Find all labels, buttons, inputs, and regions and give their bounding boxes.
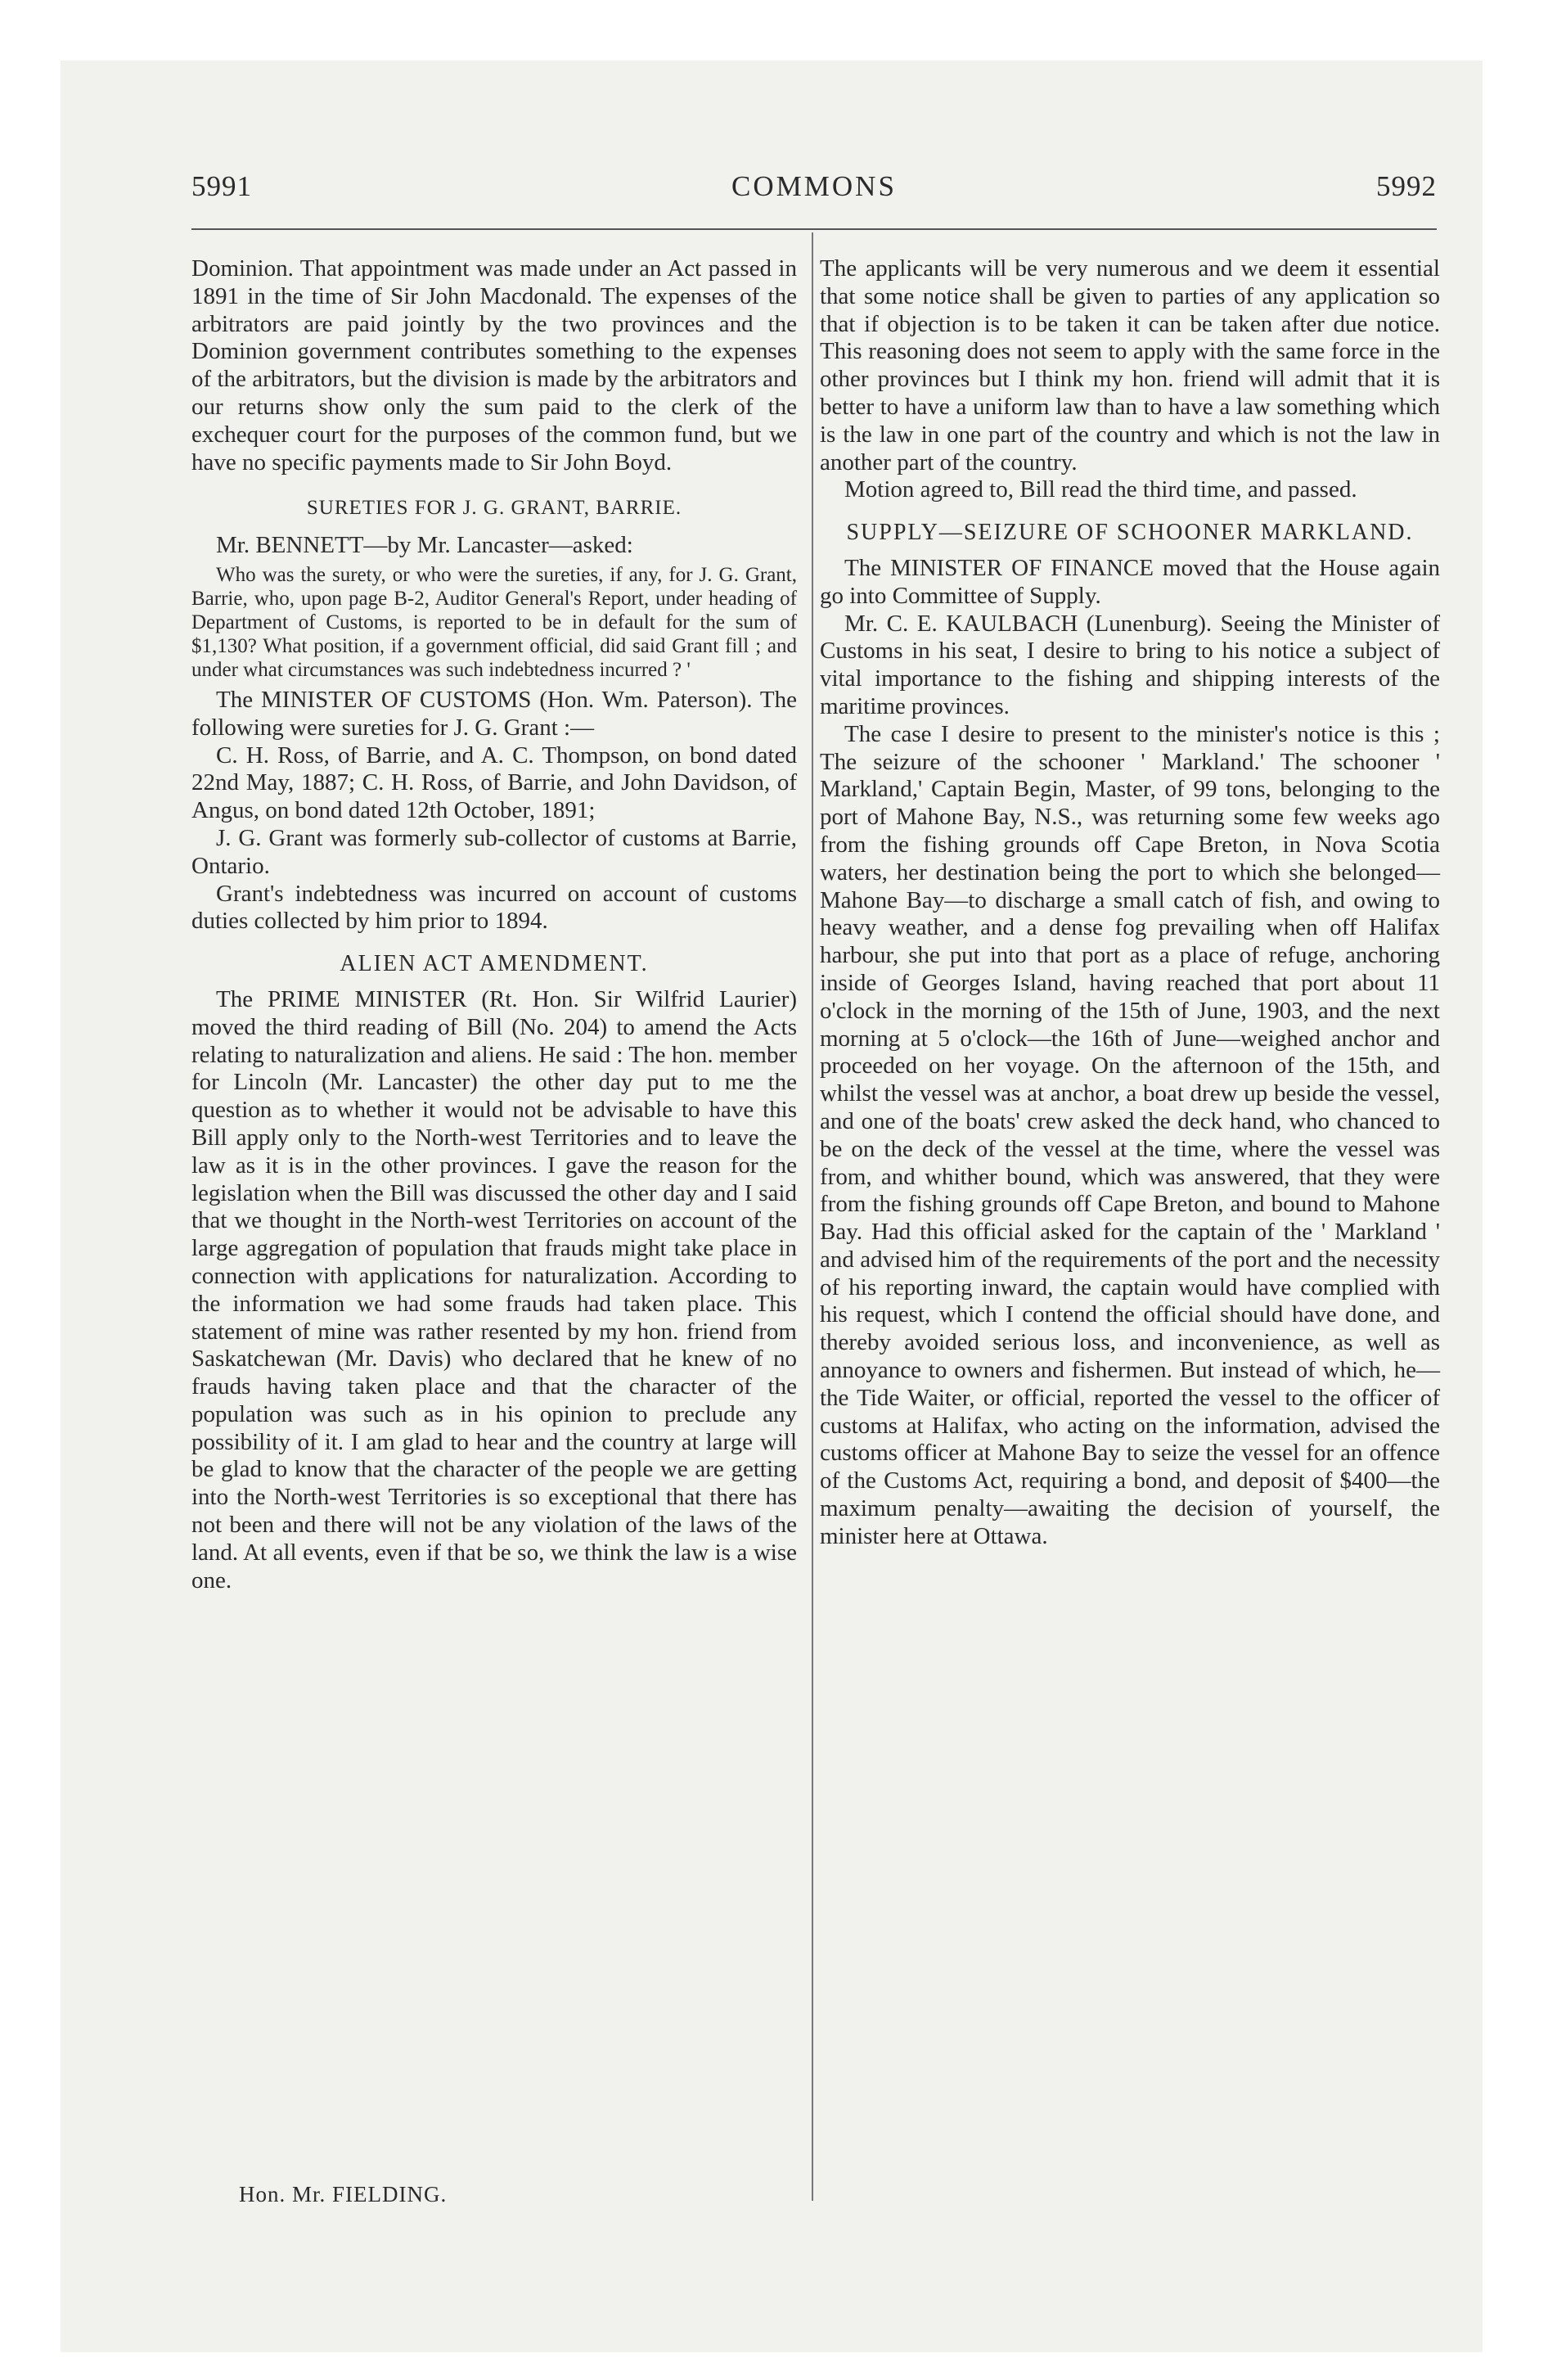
page-header — [191, 170, 1437, 203]
paragraph: The PRIME MINISTER (Rt. Hon. Sir Wilfrid Laurier) moved the third reading of Bill (No. 204) to amend the Acts relating to naturalization and aliens. He said : The hon. member for Lincoln (Mr. Lancaster) the other day put to me the question as to whether it would not be advisable to have this Bill apply only to the North-west Territories and to leave the law as it is in the other provinces. I gave the reason for the legislation when the Bill was discussed the other day and I said that we thought in the North-west Territories on account of the large aggregation of population that frauds might take place in connection with applications for naturalization. According to the information we had some frauds had taken place. This statement of mine was rather resented by my hon. friend from Saskatchewan (Mr. Davis) who declared that he knew of no frauds having taken place and that the character of the population was such as in his opinion to preclude any possibility of it. I am glad to hear and the country at large will be glad to know that the character of the people we are getting into the North-west Territories is so exceptional that there has not been and there will not be any violation of the laws of the land. At all events, even if that be so, we think the law is a wise one. — [191, 985, 797, 1593]
paragraph: Motion agreed to, Bill read the third time, and passed. — [844, 476, 1357, 503]
left-column — [191, 255, 797, 1594]
paragraph: Dominion. That appointment was made under an Act passed in 1891 in the time of Sir John Macdonald. The expenses of the arbitrators are paid jointly by the two provinces and the Dominion government contributes something to the expenses of the arbitrators, but the division is made by the arbitrators and our returns show only the sum paid to the clerk of the exchequer court for the purposes of the common fund, but we have no specific payments made to Sir John Boyd. — [191, 255, 797, 476]
section-heading: SUPPLY—SEIZURE OF SCHOONER MARKLAND. — [846, 520, 1414, 546]
section-heading: SURETIES FOR J. G. GRANT, BARRIE. — [306, 497, 682, 520]
question-text: Who was the surety, or who were the sureties, if any, for J. G. Grant, Barrie, who, upon page B-2, Auditor General's Report, under heading of Department of Customs, is reported to be in default for the sum of $1,130? What position, if a government official, did said Grant fill ; and under what circumstances was such indebtedness incurred ? ' — [191, 563, 797, 681]
paragraph: J. G. Grant was formerly sub-collector of customs at Barrie, Ontario. — [191, 824, 797, 879]
column-divider — [812, 232, 813, 2201]
page-title: COMMONS — [731, 170, 897, 202]
paragraph: The case I desire to present to the minister's notice is this ; The seizure of the schooner ' Markland.' The schooner ' Markland,' Captain Begin, Master, of 99 tons, belonging to the port of Mahone Bay, N.S., was returning some few weeks ago from the fishing grounds off Cape Breton, in Nova Scotia waters, her destination being the port to which she belonged—Mahone Bay—to discharge a small catch of fish, and owing to heavy weather, and a dense fog prevailing when off Halifax harbour, she put into that port as a place of refuge, anchoring inside of Georges Island, having reached that port about 11 o'clock in the morning of the 15th of June, 1903, and the next morning at 5 o'clock—the 16th of June—weighed anchor and proceeded on her voyage. On the afternoon of the 15th, and whilst the vessel was at anchor, a boat drew up beside the vessel, and one of the boats' crew asked the deck hand, who chanced to be on the deck of the vessel at the time, where the vessel was from, and whither bound, which was answered, that they were from the fishing grounds off Cape Breton, and bound to Mahone Bay. Had this official asked for the captain of the ' Markland ' and advised him of the requirements of the port and the necessity of his reporting inward, the captain would have complied with his request, which I contend the official should have done, and thereby avoided serious loss, and inconvenience, as well as annoyance to owners and fishermen. But instead of which, he—the Tide Waiter, or official, reported the vessel to the officer of customs at Halifax, who acting on the information, advised the customs officer at Mahone Bay to seize the vessel for an offence of the Customs Act, requiring a bond, and deposit of $400—the maximum penalty—awaiting the decision of yourself, the minister here at Ottawa. — [820, 720, 1440, 1549]
paragraph: The applicants will be very numerous and we deem it essential that some notice shall be given to parties of any application so that if objection is to be taken it can be taken after due notice. This reasoning does not seem to apply with the same force in the other provinces but I think my hon. friend will admit that it is better to have a uniform law than to have a law something which is the law in one part of the country and which is not the law in another part of the country. — [820, 255, 1440, 476]
page-number-right: 5992 — [1376, 170, 1437, 202]
header-rule — [191, 228, 1437, 230]
paragraph: The MINISTER OF CUSTOMS (Hon. Wm. Paterson). The following were sureties for J. G. Grant :— — [191, 686, 797, 741]
section-heading: ALIEN ACT AMENDMENT. — [340, 951, 649, 977]
running-footer: Hon. Mr. FIELDING. — [239, 2182, 448, 2206]
page-number-left: 5991 — [191, 170, 252, 202]
paragraph: The MINISTER OF FINANCE moved that the House again go into Committee of Supply. — [820, 554, 1440, 609]
paragraph: Mr. BENNETT—by Mr. Lancaster—asked: — [216, 532, 633, 559]
paragraph: Mr. C. E. KAULBACH (Lunenburg). Seeing the Minister of Customs in his seat, I desire to bring to his notice a subject of vital importance to the fishing and shipping interests of the maritime provinces. — [820, 610, 1440, 719]
paragraph: C. H. Ross, of Barrie, and A. C. Thompson, on bond dated 22nd May, 1887; C. H. Ross, of Barrie, and John Davidson, of Angus, on bond dated 12th October, 1891; — [191, 741, 797, 824]
right-column — [820, 255, 1440, 1551]
paragraph: Grant's indebtedness was incurred on account of customs duties collected by him prior to 1894. — [191, 880, 797, 935]
